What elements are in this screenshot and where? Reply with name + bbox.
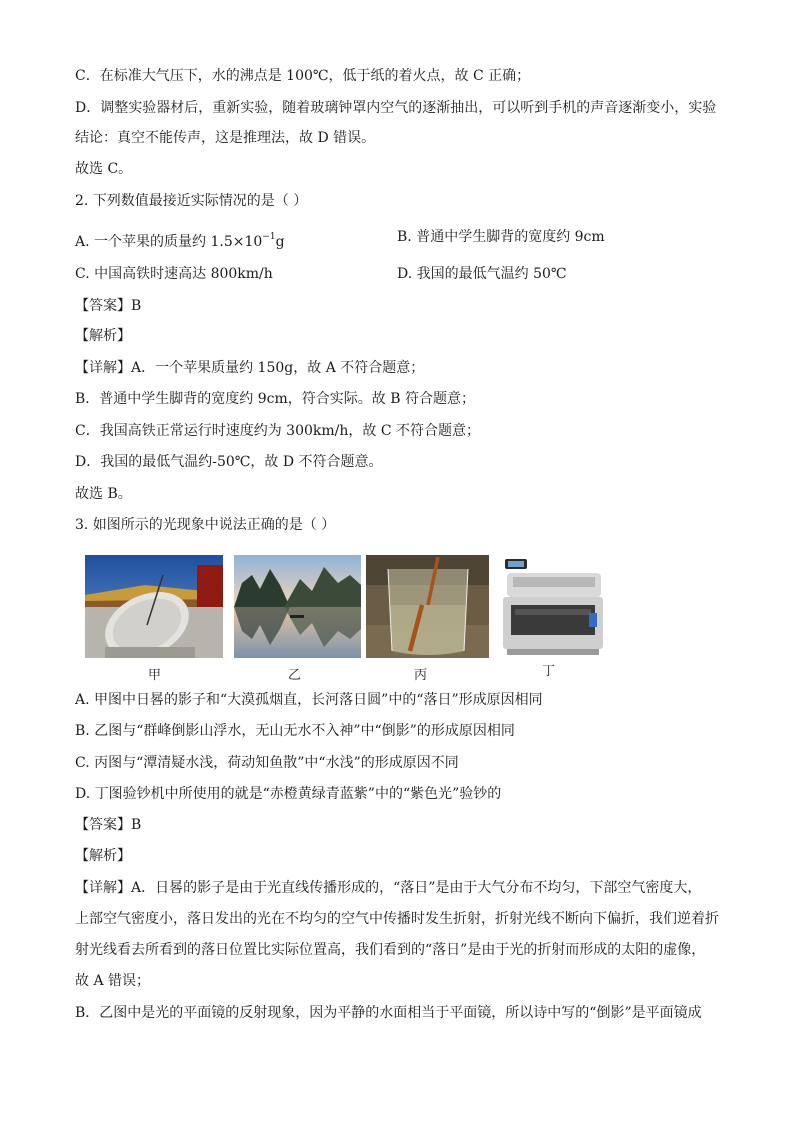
caption-yi: 乙 <box>288 668 302 683</box>
q2-stem: 2. 下列数值最接近实际情况的是（ ） <box>75 193 308 209</box>
q2-option-c: C. 中国高铁时速高达 800km/h <box>75 266 273 282</box>
q3-option-b: B. 乙图与“群峰倒影山浮水，无山无水不入神”中“倒影”的形成原因相同 <box>75 723 515 739</box>
q2-detail-c: C．我国高铁正常运行时速度约为 300km/h，故 C 不符合题意； <box>75 423 480 439</box>
sundial-photo <box>85 555 223 658</box>
q2-option-b: B. 普通中学生脚背的宽度约 9cm <box>397 229 605 245</box>
q3-detail-line5: B．乙图中是光的平面镜的反射现象，因为平静的水面相当于平面镜，所以诗中写的“倒影”是平面镜成 <box>75 1005 702 1021</box>
q2-option-a <box>75 227 285 252</box>
q3-detail-line4: 故 A 错误； <box>75 973 151 989</box>
q3-stem: 3. 如图所示的光现象中说法正确的是（ ） <box>75 517 336 533</box>
caption-jia: 甲 <box>148 668 162 683</box>
q1-option-c-explanation: C．在标准大气压下，水的沸点是 100℃，低于纸的着火点，故 C 正确； <box>75 68 531 84</box>
q3-answer: 【答案】B <box>75 817 142 833</box>
q2-option-a-text: A. 一个苹果的质量约 1.5×10 <box>75 234 263 250</box>
q2-detail-a: 【详解】A．一个苹果质量约 150g，故 A 不符合题意； <box>75 360 425 376</box>
q2-answer: 【答案】B <box>75 298 142 314</box>
q2-detail-b: B．普通中学生脚背的宽度约 9cm，符合实际。故 B 符合题意； <box>75 391 475 407</box>
q2-detail-d: D．我国的最低气温约-50℃，故 D 不符合题意。 <box>75 454 383 470</box>
q2-option-d: D. 我国的最低气温约 50℃ <box>397 266 567 282</box>
q2-option-a-exponent: −1 <box>262 232 276 242</box>
q3-option-c: C. 丙图与“潭清疑水浅，荷动知鱼散”中“水浅”的形成原因不同 <box>75 755 459 771</box>
q2-analysis-heading: 【解析】 <box>75 328 131 344</box>
caption-ding: 丁 <box>542 664 556 679</box>
q3-option-a: A. 甲图中日晷的影子和“大漠孤烟直，长河落日圆”中的“落日”形成原因相同 <box>75 692 543 708</box>
q2-option-a-unit: g <box>275 234 285 250</box>
q2-choose-answer: 故选 B。 <box>75 486 132 502</box>
mountain-reflection-photo <box>234 555 361 658</box>
money-counter-photo <box>497 555 609 658</box>
q3-detail-line1: 【详解】A．日晷的影子是由于光直线传播形成的，“落日”是由于大气分布不均匀，下部空气密度大， <box>75 880 702 896</box>
q1-option-d-explanation-line2: 结论：真空不能传声，这是推理法，故 D 错误。 <box>75 130 376 146</box>
q1-choose-answer: 故选 C。 <box>75 161 133 177</box>
q3-detail-line3: 射光线看去所看到的落日位置比实际位置高，我们看到的“落日”是由于光的折射而形成的太阳的虚像， <box>75 942 706 958</box>
q3-analysis-heading: 【解析】 <box>75 848 131 864</box>
caption-bing: 丙 <box>414 668 428 683</box>
q3-option-d: D. 丁图验钞机中所使用的就是“赤橙黄绿青蓝紫”中的“紫色光”验钞的 <box>75 786 502 802</box>
chopstick-in-water-photo <box>366 555 489 658</box>
q1-option-d-explanation-line1: D．调整实验器材后，重新实验，随着玻璃钟罩内空气的逐渐抽出，可以听到手机的声音逐渐变小，实验 <box>75 100 717 116</box>
q3-detail-line2: 上部空气密度小，落日发出的光在不均匀的空气中传播时发生折射，折射光线不断向下偏折，我们逆着折 <box>75 911 719 927</box>
